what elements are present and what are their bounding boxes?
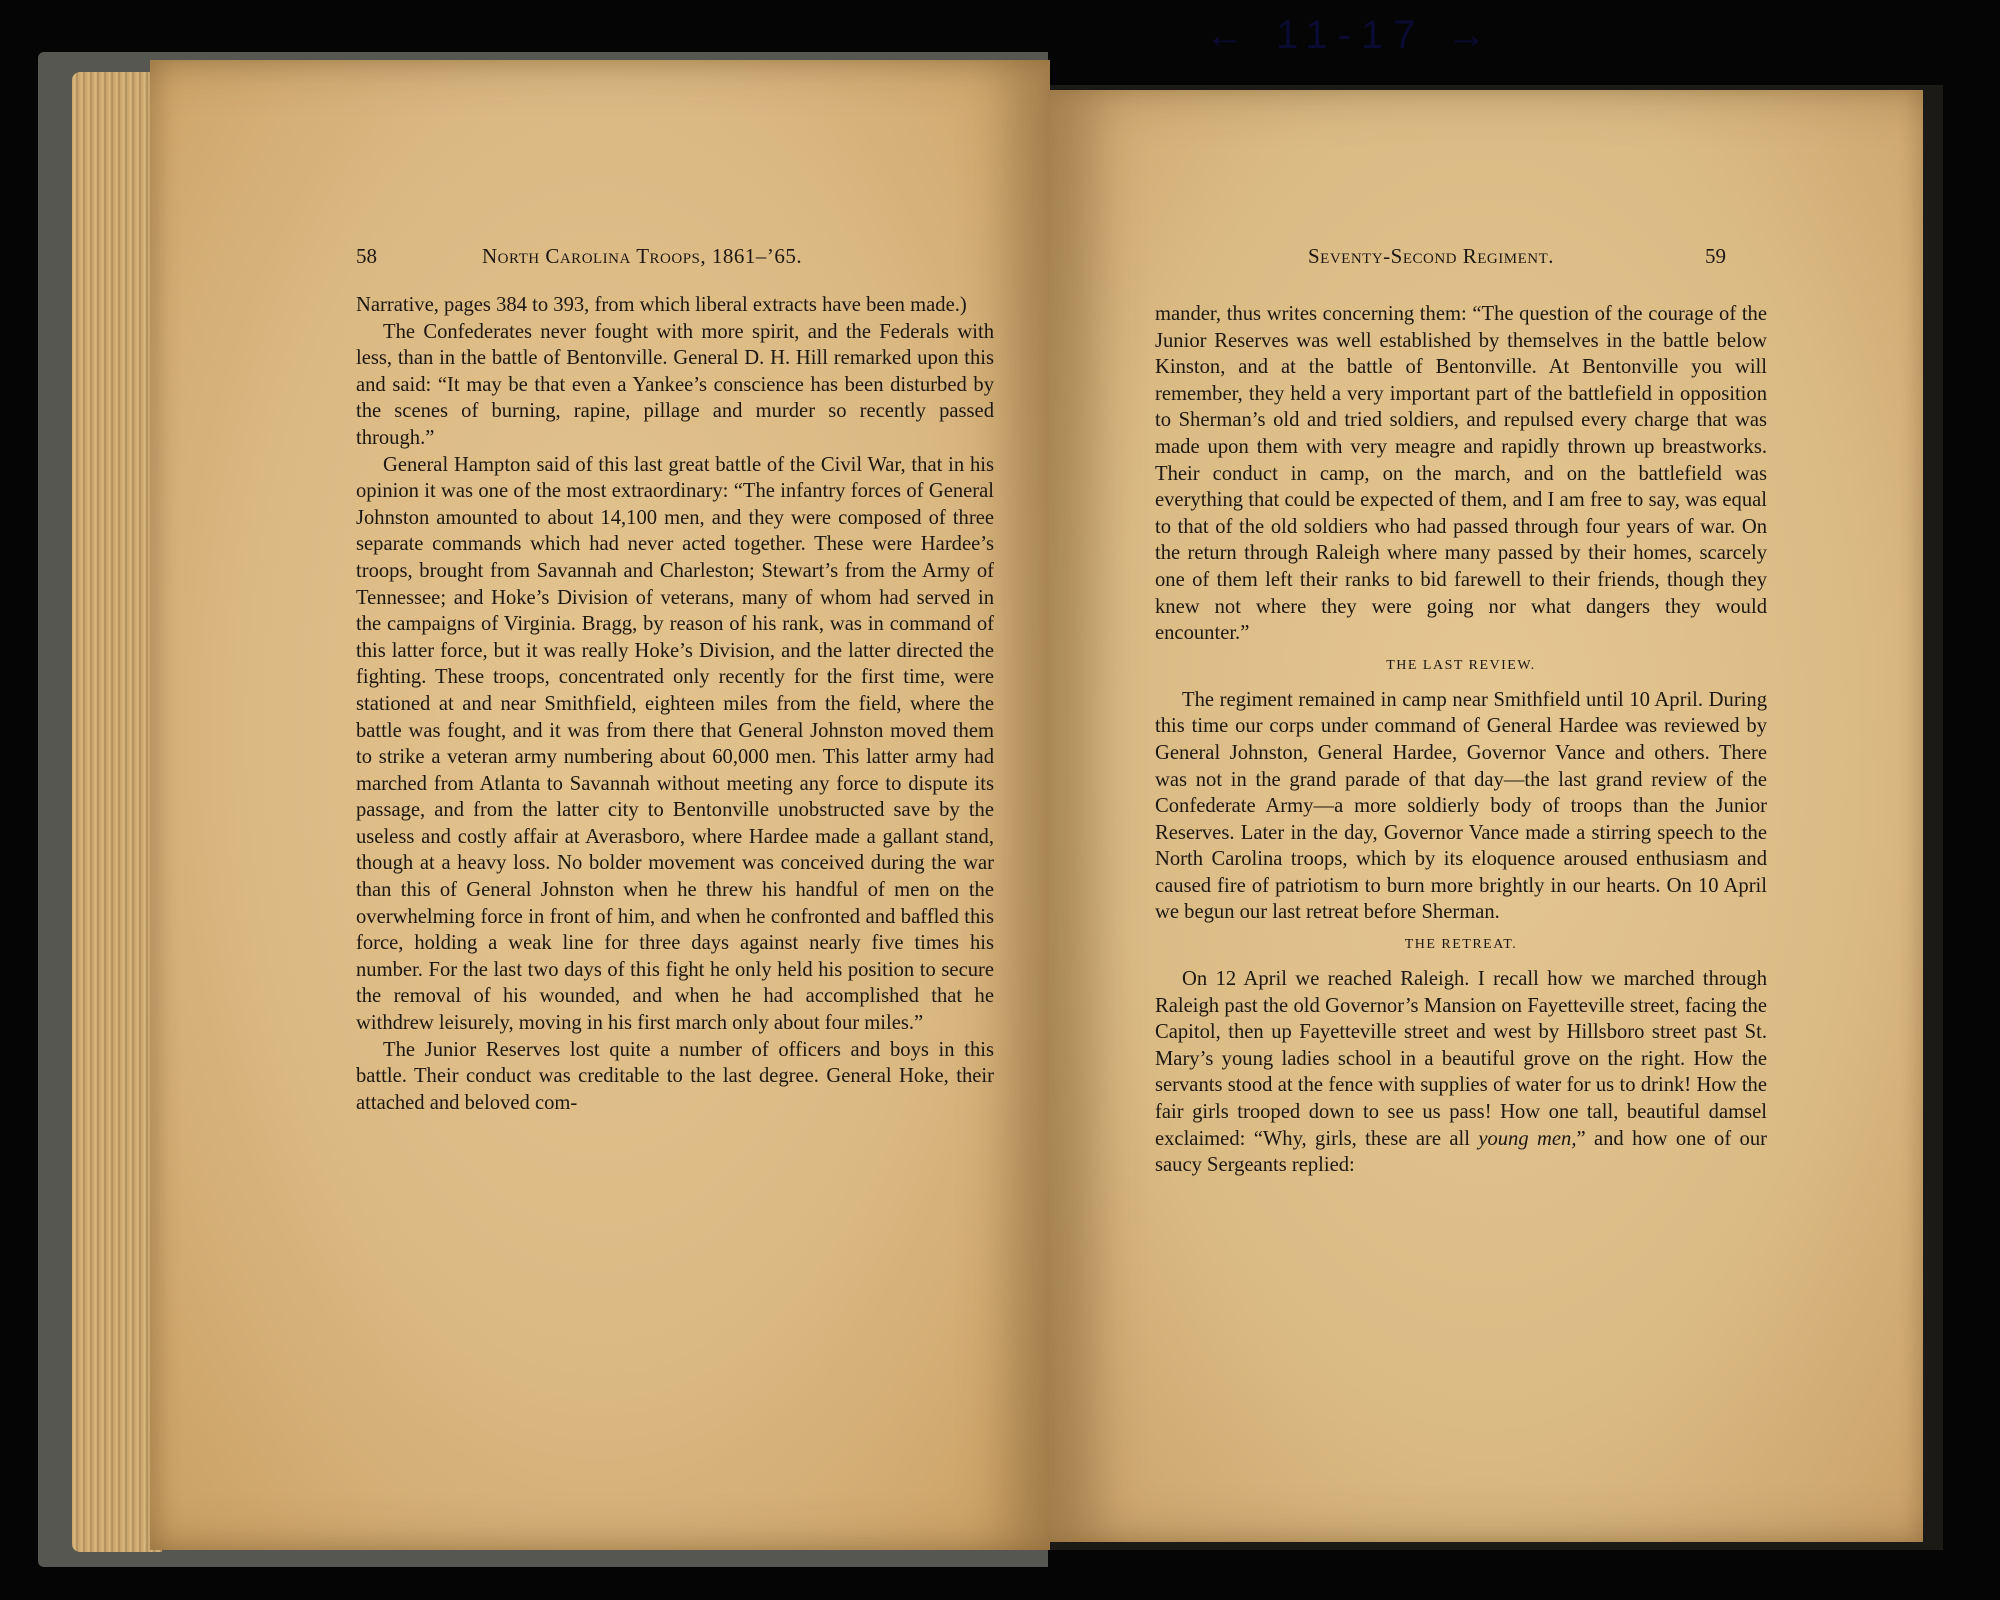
left-page xyxy=(150,60,1050,1550)
paragraph-text: ” and how one of our saucy Sergeants replied: xyxy=(1155,1127,1767,1177)
paragraph xyxy=(1155,966,1767,1179)
paragraph: General Hampton said of this last great battle of the Civil War, that in his opinion it was one of the most extraordinary: “The infantry forces of General Johnston amounted to about 14,100 men, and they were composed of three separate commands which had never acted together. These were Hardee’s troops, brought from Savannah and Charleston; Stewart’s from the Army of Tennessee; and Hoke’s Division of veterans, many of whom had served in the campaigns of Virginia. Bragg, by reason of his rank, was in command of this latter force, but it was really Hoke’s Division, and the latter directed the fighting. These troops, concentrated only recently for the first time, were stationed at and near Smithfield, eighteen miles from the field, where the battle was fought, and it was from there that General Johnston moved them to strike a veteran army numbering about 60,000 men. This latter army had marched from Atlanta to Savannah without meeting any force to dispute its passage, and from the latter city to Bentonville unobstructed save by the useless and costly affair at Averasboro, where Hardee made a gallant stand, though at a heavy loss. No bolder movement was conceived during the war than this of General Johnston when he threw his handful of men on the overwhelming force in front of him, and when he confronted and baffled this force, holding a weak line for three days against nearly five times his number. For the last two days of this fight he only held his position to secure the removal of his wounded, and when he had accomplished that he withdrew leisurely, moving in his first march only about four miles.” xyxy=(356,453,994,1035)
left-page-text xyxy=(356,292,994,1116)
italic-text: young men, xyxy=(1478,1127,1577,1150)
paragraph: The Junior Reserves lost quite a number of officers and boys in this battle. Their conduct was creditable to the last degree. General Hoke, their attached and beloved com- xyxy=(356,1038,994,1114)
scan-marker: ← 11-17 → xyxy=(1205,13,1497,57)
left-running-head: North Carolina Troops, 1861–’65. xyxy=(482,244,803,268)
paragraph: mander, thus writes concerning them: “The question of the courage of the Junior Reserves was well established by themselves in the battle below Kinston, and at the battle of Bentonville. At Bentonville you will remember, they held a very important part of the battlefield in opposition to Sherman’s old and tried soldiers, and repulsed every charge that was made upon them with very meagre and rapidly thrown up breastworks. Their conduct in camp, on the march, and on the battlefield was everything that could be expected of them, and I am free to say, was equal to that of the old soldiers who had passed through four years of war. On the return through Raleigh where many passed by their homes, scarcely one of them left their ranks to bid farewell to their friends, though they knew not where they were going nor what dangers they would encounter.” xyxy=(1155,303,1767,645)
right-running-head: Seventy-Second Regiment. xyxy=(1308,244,1554,268)
paragraph-text: On 12 April we reached Raleigh. I recall how we marched through Raleigh past the old Governor’s Mansion on Fayetteville street, facing the Capitol, then up Fayetteville street and west by Hillsboro street past St. Mary’s young ladies school in a beautiful grove on the right. How the servants stood at the fence with supplies of water for us to drink! How the fair girls trooped down to see us pass! How one tall, beautiful damsel exclaimed: “Why, girls, these are all xyxy=(1155,968,1767,1150)
right-page xyxy=(1048,90,1923,1542)
paragraph: Narrative, pages 384 to 393, from which liberal extracts have been made.) xyxy=(356,294,967,316)
page-edges xyxy=(72,72,162,1552)
left-page-number: 58 xyxy=(356,244,377,268)
paragraph: The Confederates never fought with more spirit, and the Federals with less, than in the battle of Bentonville. General D. H. Hill remarked upon this and said: “It may be that even a Yankee’s conscience has been disturbed by the scenes of burning, rapine, pillage and murder so recently passed through.” xyxy=(356,320,994,449)
section-heading: THE RETREAT. xyxy=(1404,937,1518,953)
section-heading: THE LAST REVIEW. xyxy=(1386,657,1536,673)
paragraph: The regiment remained in camp near Smithfield until 10 April. During this time our corps under command of General Hardee was reviewed by General Johnston, General Hardee, Governor Vance and others. There was not in the grand parade of that day—the last grand review of the Confederate Army—a more soldierly body of troops than the Junior Reserves. Later in the day, Governor Vance made a stirring speech to the North Carolina troops, which by its eloquence aroused enthusiasm and caused fire of patriotism to burn more brightly in our hearts. On 10 April we begun our last retreat before Sherman. xyxy=(1155,688,1767,924)
right-page-text xyxy=(1155,301,1767,1179)
right-page-number: 59 xyxy=(1705,244,1726,268)
